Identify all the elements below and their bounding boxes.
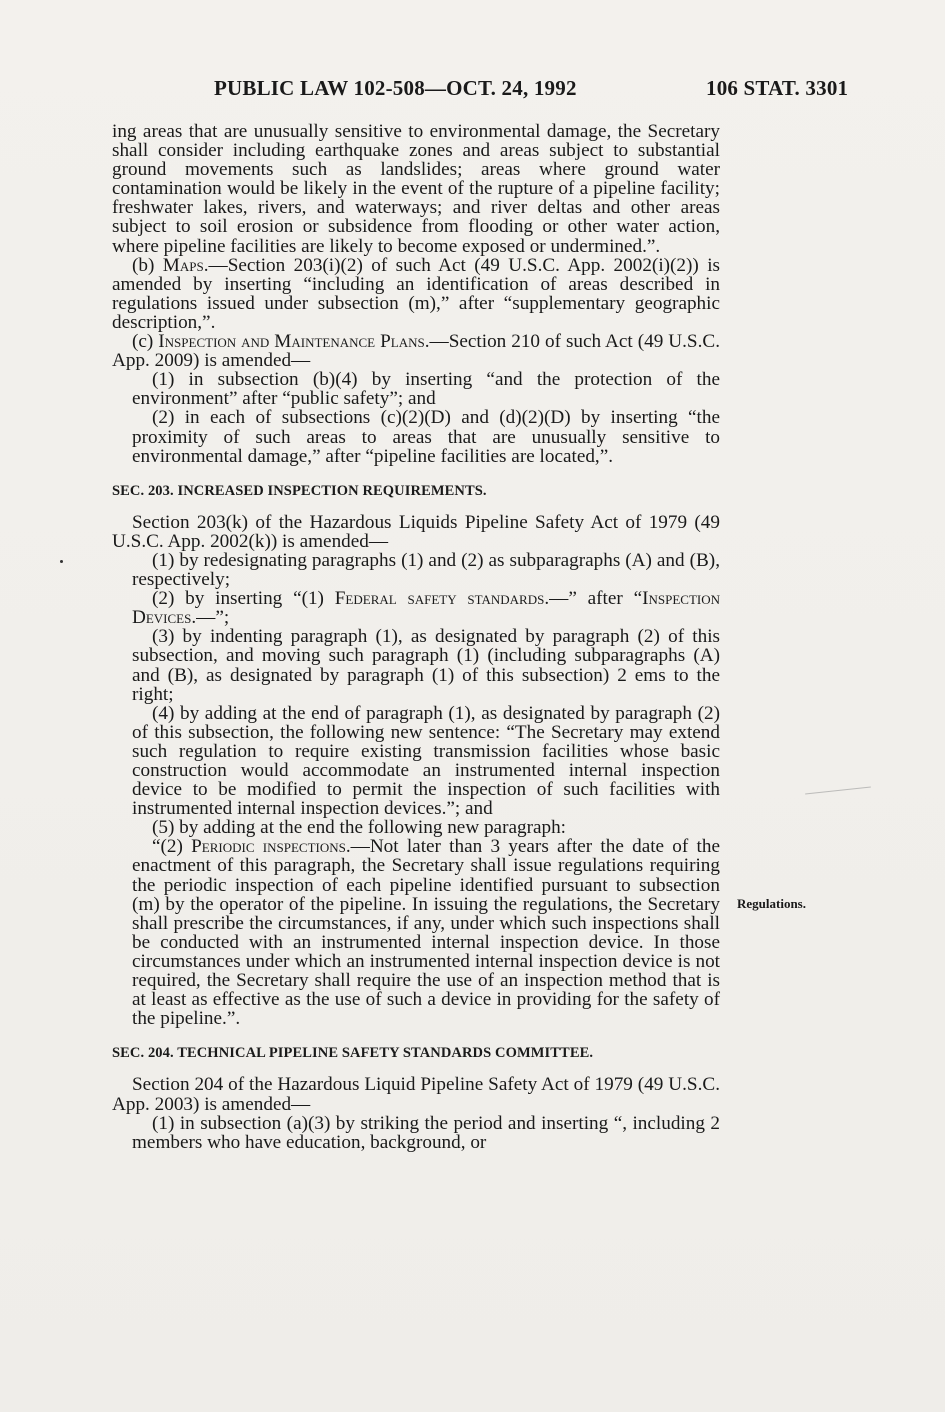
paragraph-heading: Maps (162, 254, 204, 276)
paragraph-lead: (c) (132, 331, 159, 353)
quoted-paragraph-text: .—Not later than 3 years after the date of the enactment of this paragraph, the Secretary shall issue regulations requiring the periodic inspection of each pipeline identified pursuant to subsection (m) by the operator of the pipeline. In issuing the regulations, the Secretary shall prescribe the circumstances, if any, under which such inspections shall be conducted with an instrumented internal inspection device. In those circumstances under which an instrumented internal inspection device is not required, the Secretary shall require the use of an inspection method that is at least as effective as the use of such a device in providing for the safety of the pipeline.”. (132, 836, 720, 1030)
list-item: (1) in subsection (b)(4) by inserting “and the protection of the environment” after “public safety”; and (132, 369, 720, 410)
paragraph: ing areas that are unusually sensitive to environmental damage, the Secretary shall consider including earthquake zones and areas subject to substantial ground movements such as landslides; areas where ground water contamination would be likely in the event of the rupture of a pipeline facility; freshwater lakes, rivers, and waterways; and river deltas and other areas subject to soil erosion or subsidence from flooding or other water action, where pipeline facilities are likely to become exposed or undermined.”. (112, 121, 720, 257)
paragraph-inspection-plans (112, 332, 720, 370)
list-item-text: .—”; (191, 607, 230, 629)
document-body (112, 122, 720, 1152)
paragraph-heading: Inspection and Maintenance Plans (158, 331, 425, 353)
list-item: (4) by adding at the end of paragraph (1), as designated by paragraph (2) of this subsection, the following new sentence: “The Secretary may extend such regulation to require existing transmission facilities whose basic construction would accommodate an instrumented internal inspection device to be modified to permit the inspection of such facilities with instrumented internal inspection devices.”; and (132, 702, 720, 820)
paragraph-lead: (b) (132, 254, 163, 276)
list-item-text: .—” after “ (544, 588, 643, 610)
public-law-citation: PUBLIC LAW 102-508—OCT. 24, 1992 (214, 76, 577, 100)
scan-mark (805, 787, 871, 795)
section-heading-204: SEC. 204. TECHNICAL PIPELINE SAFETY STANDARDS COMMITTEE. (112, 1045, 594, 1062)
list-item: (1) by redesignating paragraphs (1) and (2) as subparagraphs (A) and (B), respectively; (132, 549, 720, 591)
margin-note: Regulations. (737, 896, 806, 911)
list-item-heading: Inspection Devices (132, 588, 720, 629)
paragraph-maps (112, 256, 720, 332)
paragraph: Section 204 of the Hazardous Liquid Pipeline Safety Act of 1979 (49 U.S.C. App. 2003) is amended— (112, 1074, 720, 1115)
paragraph-text: .—Section 210 of such Act (49 U.S.C. App. 2009) is amended— (112, 331, 720, 372)
list-item: (5) by adding at the end the following new paragraph: (152, 817, 567, 839)
paragraph: Section 203(k) of the Hazardous Liquids Pipeline Safety Act of 1979 (49 U.S.C. App. 2002(k)) is amended— (112, 511, 720, 552)
list-item (112, 589, 720, 627)
list-item: (1) in subsection (a)(3) by striking the period and inserting “, including 2 members who have education, background, or (132, 1112, 720, 1153)
list-item: (3) by indenting paragraph (1), as designated by paragraph (2) of this subsection, and moving such paragraph (1) (including subparagraphs (A) and (B), as designated by paragraph (1) of this subsection) 2 ems to the right; (132, 626, 720, 705)
section-heading-203: SEC. 203. INCREASED INSPECTION REQUIREMENTS. (112, 482, 487, 499)
quoted-paragraph (112, 837, 720, 1028)
list-item: (2) in each of subsections (c)(2)(D) and (d)(2)(D) by inserting “the proximity of such areas to areas that are unusually sensitive to environmental damage,” after “pipeline facilities are located,”. (132, 407, 720, 467)
quoted-paragraph-lead: “(2) (152, 836, 192, 858)
statutes-page-number: 106 STAT. 3301 (706, 76, 849, 100)
list-item-lead: (2) by inserting “(1) (152, 588, 335, 610)
list-item-heading: Federal safety standards (334, 588, 545, 610)
paragraph-text: .—Section 203(i)(2) of such Act (49 U.S.C. App. 2002(i)(2)) is amended by inserting “including an identification of areas described in regulations issued under subsection (m),” after “supplementary geographic description,”. (112, 254, 720, 333)
quoted-paragraph-heading: Periodic inspections (191, 836, 346, 858)
scan-speck (60, 560, 63, 563)
